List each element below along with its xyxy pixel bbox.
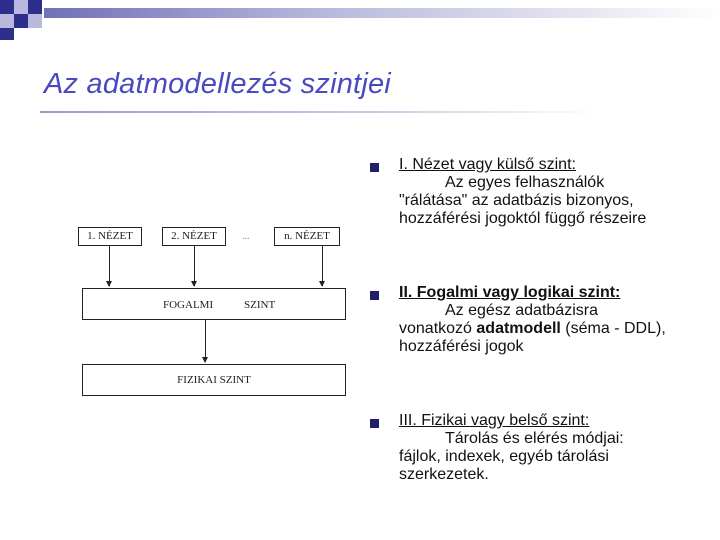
- levels-diagram: [74, 218, 346, 400]
- title-divider: [40, 111, 600, 113]
- view-box-n: n. NÉZET: [274, 227, 340, 246]
- square-bullet-icon: [370, 163, 379, 172]
- bullet-line: Az egyes felhasználók: [445, 174, 605, 191]
- conceptual-level-box: [82, 288, 346, 320]
- corner-square-dark: [0, 0, 14, 14]
- bullet-text: [399, 412, 699, 484]
- corner-square-light: [0, 14, 14, 28]
- view-ellipsis: ...: [242, 231, 250, 242]
- bullet-heading: I. Nézet vagy külső szint:: [399, 156, 576, 173]
- view-box-2: 2. NÉZET: [162, 227, 226, 246]
- bullet-body-post: (séma - DDL), hozzáférési jogok: [399, 320, 666, 355]
- bullet-body-pre: vonatkozó: [399, 320, 477, 337]
- square-bullet-icon: [370, 291, 379, 300]
- bullet-heading: II. Fogalmi vagy logikai szint:: [399, 284, 621, 301]
- conceptual-label: FOGALMI: [163, 299, 214, 311]
- arrow-view1-to-conceptual: [109, 246, 110, 286]
- bullet-body-bold: adatmodell: [476, 320, 561, 337]
- bullet-line: Az egész adatbázisra: [445, 302, 598, 319]
- bullet-heading: III. Fizikai vagy belső szint:: [399, 412, 590, 429]
- arrow-conceptual-to-physical: [205, 320, 206, 362]
- corner-square-light: [14, 0, 28, 14]
- arrow-view2-to-conceptual: [194, 246, 195, 286]
- header-bar: [44, 8, 720, 18]
- corner-square-dark: [14, 14, 28, 28]
- physical-level-box: FIZIKAI SZINT: [82, 364, 346, 396]
- arrow-viewn-to-conceptual: [322, 246, 323, 286]
- corner-square-dark: [28, 0, 42, 14]
- corner-square-dark: [0, 28, 14, 40]
- bullet-body: "rálátása" az adatbázis bizonyos, hozzáférési jogoktól függő részeire: [399, 192, 647, 227]
- bullet-text: [399, 284, 699, 356]
- level-label: SZINT: [244, 299, 276, 311]
- view-box-1: 1. NÉZET: [78, 227, 142, 246]
- bullet-line: Tárolás és elérés módjai:: [445, 430, 624, 447]
- page-title: Az adatmodellezés szintjei: [44, 68, 391, 100]
- bullet-body: fájlok, indexek, egyéb tárolási szerkezetek.: [399, 448, 609, 483]
- square-bullet-icon: [370, 419, 379, 428]
- corner-square-light: [28, 14, 42, 28]
- bullet-text: [399, 156, 699, 228]
